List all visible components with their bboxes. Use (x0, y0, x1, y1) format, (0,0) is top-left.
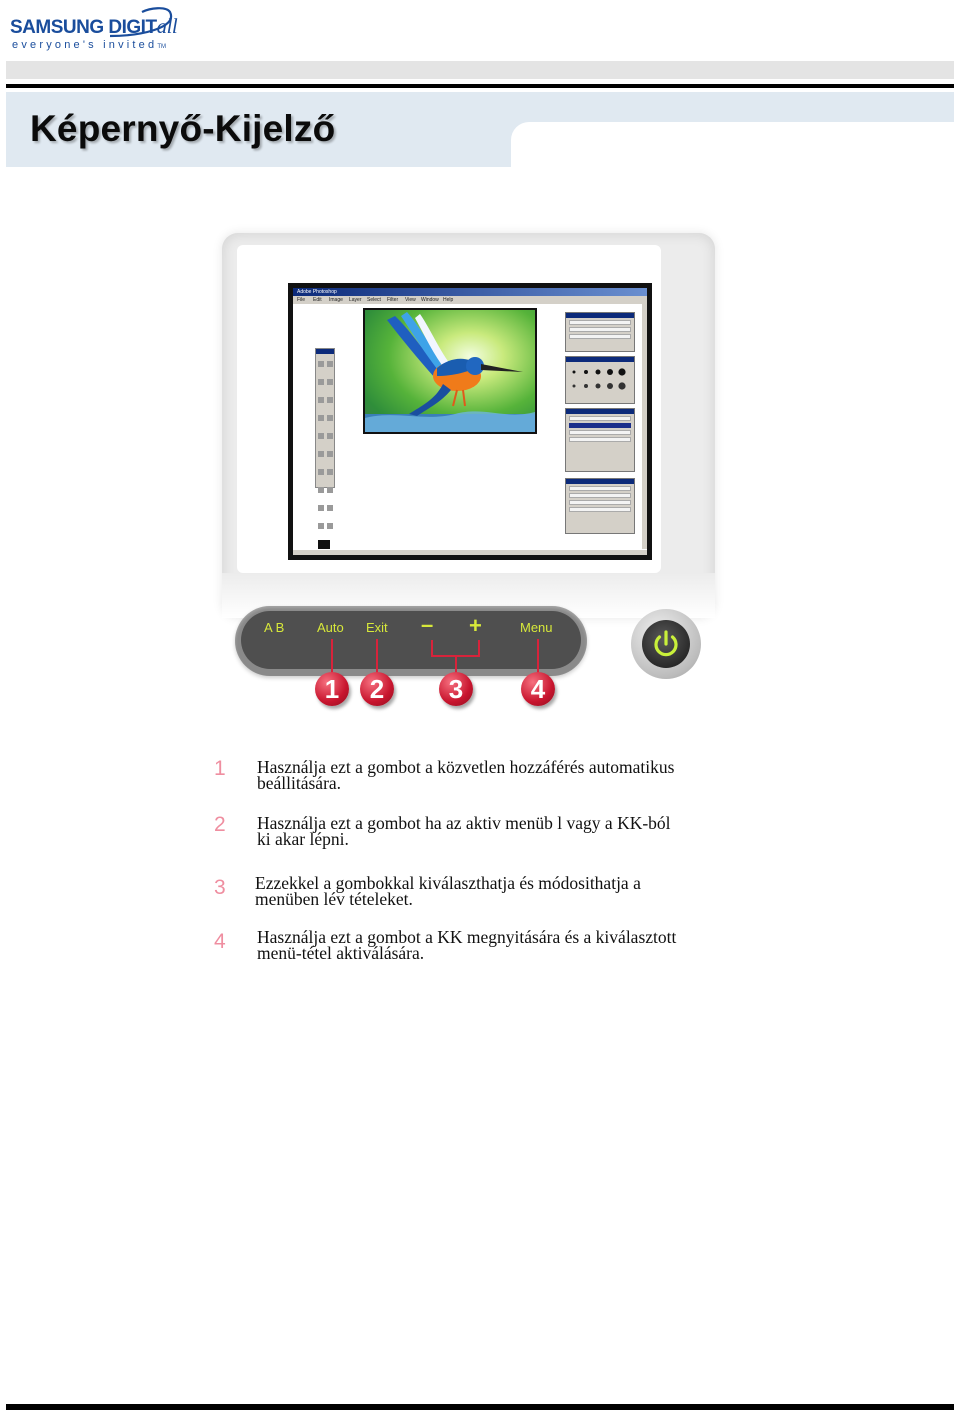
description-2 (257, 815, 757, 847)
power-button[interactable] (642, 620, 690, 668)
description-3 (255, 875, 755, 907)
bird-illustration (365, 310, 535, 432)
description-3-line2: menüben lév tételeket. (255, 889, 413, 909)
app-palette-brushes (565, 356, 635, 404)
description-3-line1: Ezzekkel a gombokkal kiválaszthatja és módosithatja a (255, 873, 641, 893)
ab-button-label[interactable]: A B (264, 620, 285, 635)
kingfisher-image (363, 308, 537, 434)
description-number-3: 3 (214, 876, 226, 899)
description-2-line1: Használja ezt a gombot ha az aktiv menüb l vagy a KK-ból (257, 813, 671, 833)
app-menu-item: File (297, 297, 306, 303)
app-scrollbar-horizontal (293, 550, 647, 555)
samsung-logo (10, 6, 180, 56)
callout-badge-1: 1 (315, 672, 349, 706)
app-titlebar (293, 288, 647, 296)
description-4 (257, 929, 757, 961)
app-menubar (293, 296, 647, 304)
title-band-cutout (511, 122, 956, 172)
screen-content (293, 288, 647, 555)
callout-badge-2: 2 (360, 672, 394, 706)
description-number-1: 1 (214, 757, 226, 780)
description-1-line1: Használja ezt a gombot a közvetlen hozzáférés automatikus (257, 757, 675, 777)
monitor-screen (288, 283, 652, 560)
callout-bracket-left (431, 640, 433, 656)
minus-button[interactable]: – (421, 612, 434, 637)
callout-bracket-right (478, 640, 480, 656)
callout-badge-3: 3 (439, 672, 473, 706)
description-number-4: 4 (214, 930, 226, 953)
auto-button[interactable]: Auto (317, 620, 344, 635)
app-menu-item: Filter (387, 297, 399, 303)
app-palette-layers (565, 408, 635, 472)
logo-wordmark: SAMSUNG DIGITall (10, 14, 178, 38)
description-4-line1: Használja ezt a gombot a KK megnyitására és a kiválasztott (257, 927, 677, 947)
app-toolbox (315, 348, 335, 488)
app-menu-item: Image (329, 297, 343, 303)
logo-tagline: everyone's invitedTM (12, 39, 166, 51)
description-number-2: 2 (214, 813, 226, 836)
app-palette-navigator (565, 312, 635, 352)
description-1-line2: beállitására. (257, 773, 342, 793)
app-menu-item: View (405, 297, 416, 303)
header-gray-bar (6, 61, 954, 79)
callout-badge-4: 4 (521, 672, 555, 706)
footer-rule (6, 1404, 954, 1410)
app-menu-item: Edit (313, 297, 322, 303)
power-icon (642, 620, 690, 668)
exit-button[interactable]: Exit (366, 620, 388, 635)
app-title: Adobe Photoshop (297, 289, 337, 295)
app-scrollbar-vertical (642, 304, 647, 549)
app-menu-item: Select (367, 297, 381, 303)
app-menu-item: Window (421, 297, 439, 303)
header-rule (6, 84, 954, 88)
page-title: Képernyő-Kijelző (30, 108, 336, 149)
app-menu-item: Help (443, 297, 454, 303)
description-2-line2: ki akar lépni. (257, 829, 349, 849)
description-4-line2: menü-tétel aktiválására. (257, 943, 425, 963)
description-1 (257, 759, 757, 791)
app-menu-item: Layer (349, 297, 362, 303)
menu-button[interactable]: Menu (520, 620, 553, 635)
app-palette-history (565, 478, 635, 534)
plus-button[interactable]: + (469, 613, 482, 638)
